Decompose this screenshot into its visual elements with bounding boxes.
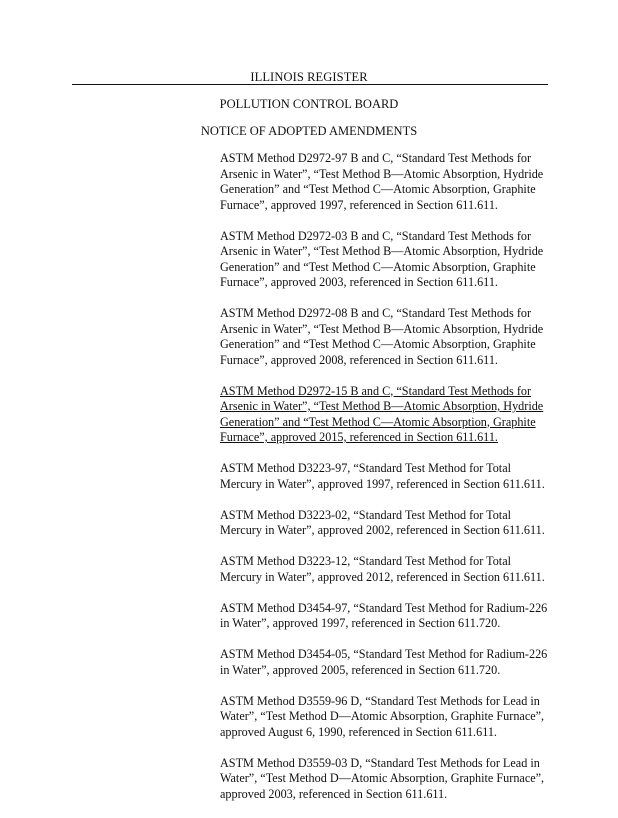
entry-line: approved 2003, referenced in Section 611.611. [220,786,448,801]
added-reference-entry [220,384,560,446]
reference-entry [220,151,560,213]
reference-entry [220,647,560,678]
entry-line: Arsenic in Water”, “Test Method B—Atomic Absorption, Hydride [220,166,544,181]
entry-line: ASTM Method D3454-05, “Standard Test Method for Radium-226 [220,647,548,661]
entry-line: in Water”, approved 2005, referenced in Section 611.720. [220,662,501,677]
notice-heading: NOTICE OF ADOPTED AMENDMENTS [200,124,418,138]
entry-line: ASTM Method D2972-03 B and C, “Standard Test Methods for [220,228,532,243]
entry-line: Generation” and “Test Method C—Atomic Absorption, Graphite [220,414,536,429]
entry-line: Furnace”, approved 2008, referenced in Section 611.611. [220,352,498,367]
board-name: POLLUTION CONTROL BOARD [219,97,399,111]
reference-entry [220,229,560,291]
entry-line: Generation” and “Test Method C—Atomic Absorption, Graphite [220,259,536,274]
reference-entry [220,508,560,539]
entry-line: ASTM Method D3454-97, “Standard Test Method for Radium-226 [220,600,548,615]
entry-line: Generation” and “Test Method C—Atomic Absorption, Graphite [220,337,536,351]
entry-line: Furnace”, approved 2003, referenced in Section 611.611. [220,275,498,289]
entry-line: ASTM Method D3223-97, “Standard Test Method for Total [220,461,511,475]
entry-line: ASTM Method D2972-15 B and C, “Standard Test Methods for [220,383,532,398]
reference-list [220,151,560,818]
header-rule [72,84,548,85]
reference-entry [220,601,560,632]
reference-entry [220,756,560,803]
entry-line: ASTM Method D3559-96 D, “Standard Test Methods for Lead in [220,693,540,708]
entry-line: Furnace”, approved 1997, referenced in Section 611.611. [220,197,498,212]
reference-entry [220,694,560,741]
register-title: ILLINOIS REGISTER [250,70,368,84]
entry-line: ASTM Method D3223-02, “Standard Test Method for Total [220,507,511,522]
entry-line: ASTM Method D2972-08 B and C, “Standard Test Methods for [220,306,532,320]
entry-line: Furnace”, approved 2015, referenced in Section 611.611. [220,430,498,444]
entry-line: ASTM Method D3223-12, “Standard Test Method for Total [220,554,511,568]
entry-line: Arsenic in Water”, “Test Method B—Atomic Absorption, Hydride [220,399,544,413]
entry-line: Water”, “Test Method D—Atomic Absorption, Graphite Furnace”, [220,771,545,785]
entry-line: Generation” and “Test Method C—Atomic Absorption, Graphite [220,182,536,196]
reference-entry [220,306,560,368]
entry-line: Mercury in Water”, approved 2002, referenced in Section 611.611. [220,523,545,537]
entry-line: Mercury in Water”, approved 1997, referenced in Section 611.611. [220,476,545,491]
reference-entry [220,554,560,585]
entry-line: Water”, “Test Method D—Atomic Absorption, Graphite Furnace”, [220,709,545,723]
reference-entry [220,461,560,492]
entry-line: ASTM Method D2972-97 B and C, “Standard Test Methods for [220,151,532,165]
entry-line: Arsenic in Water”, “Test Method B—Atomic Absorption, Hydride [220,244,544,258]
entry-line: Arsenic in Water”, “Test Method B—Atomic Absorption, Hydride [220,321,544,336]
entry-line: approved August 6, 1990, referenced in Section 611.611. [220,724,497,739]
entry-line: ASTM Method D3559-03 D, “Standard Test Methods for Lead in [220,755,540,770]
entry-line: in Water”, approved 1997, referenced in Section 611.720. [220,616,501,630]
entry-line: Mercury in Water”, approved 2012, referenced in Section 611.611. [220,569,545,584]
